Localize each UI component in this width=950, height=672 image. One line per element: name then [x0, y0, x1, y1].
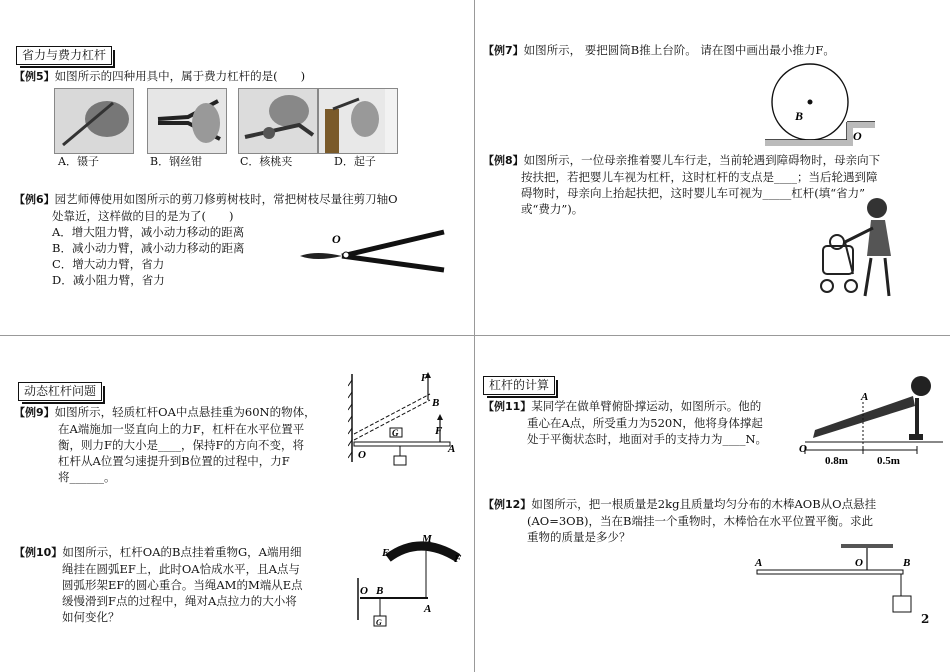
example-tag: 【例6】	[14, 193, 55, 206]
label-o: O	[358, 449, 366, 461]
question-line: 杠杆从A位置匀速提升到B位置的过程中，力F	[58, 454, 290, 468]
question-line: 重物的质量是多少？	[527, 530, 631, 544]
nutcracker-image	[238, 88, 318, 154]
example-11	[483, 398, 813, 447]
question-line: 如图所示，一位母亲推着婴儿车行走，当前轮遇到障碍物时，母亲向下	[523, 153, 881, 167]
question-line: 园艺师傅使用如图所示的剪刀修剪树枝时，常把树枝尽量往剪刀轴O	[54, 192, 398, 206]
option-c: C．核桃夹	[240, 155, 293, 168]
pivot-label: O	[332, 232, 341, 246]
option-a: A．镊子	[58, 155, 99, 168]
label-a: A	[755, 557, 763, 569]
slide-quadrant-bottom-right	[475, 336, 950, 672]
label-a: A	[424, 603, 432, 615]
section-title: 杠杆的计算	[483, 376, 555, 395]
section-title: 动态杠杆问题	[18, 382, 102, 401]
page-number: 2	[921, 612, 930, 626]
wire-pliers-image	[147, 88, 227, 154]
arc-lever-figure	[354, 532, 466, 632]
example-12	[483, 496, 943, 545]
slide-quadrant-top-left	[0, 0, 475, 336]
label-o: O	[855, 557, 863, 569]
question-line: 如何变化？	[62, 610, 120, 624]
option-c: C．增大动力臂，省力	[52, 257, 165, 271]
question-line: 如图所示，轻质杠杆OA中点悬挂重为60N的物体，	[54, 405, 316, 419]
example-tag: 【例7】	[483, 44, 524, 57]
example-5	[14, 68, 305, 85]
slide-quadrant-top-right	[475, 0, 950, 336]
label-o: O	[799, 443, 807, 455]
example-tag: 【例8】	[483, 154, 524, 167]
pushup-figure	[797, 372, 945, 468]
option-d: D．起子	[334, 155, 376, 168]
label-g: G	[392, 428, 399, 438]
scissors-figure	[296, 226, 446, 276]
question-line: 按扶把，若把婴儿车视为杠杆，这时杠杆的支点是____；当后轮遇到障	[521, 170, 878, 184]
example-tag: 【例12】	[483, 498, 532, 511]
example-tag: 【例11】	[483, 400, 532, 413]
label-g: G	[376, 618, 382, 627]
example-tag: 【例10】	[14, 546, 63, 559]
question-line: 或“费力”)。	[521, 202, 584, 216]
label-f: F	[454, 553, 462, 565]
example-tag: 【例5】	[14, 70, 55, 83]
question-line: 处靠近，这样做的目的是为了( )	[52, 209, 234, 223]
distance-label-1: 0.8m	[825, 455, 848, 467]
option-b: B．钢丝钳	[150, 155, 203, 168]
question-line: 处于平衡状态时，地面对手的支持力为____N。	[527, 432, 768, 446]
label-a: A	[861, 391, 869, 403]
question-line: 圆弧形架EF的圆心重合。当绳AM的M端从E点	[62, 578, 303, 592]
label-b: B	[376, 585, 384, 597]
label-a: A	[448, 443, 456, 455]
suspended-rod-figure	[753, 540, 923, 618]
label-b: B	[432, 397, 440, 409]
question-line: 绳挂在圆弧EF上，此时OA恰成水平，且A点与	[62, 562, 300, 576]
label-e: E	[382, 547, 390, 559]
question-text: 如图所示的四种用具中，属于费力杠杆的是( )	[54, 69, 306, 83]
mother-stroller-figure	[815, 192, 925, 300]
distance-label-2: 0.5m	[877, 455, 900, 467]
question-line: 如图所示，把一根质量是2kg且质量均匀分布的木棒AOB从O点悬挂	[531, 497, 877, 511]
question-line: 在A端施加一竖直向上的力F，杠杆在水平位置平	[58, 422, 305, 436]
option-a: A．增大阻力臂，减小动力移动的距离	[52, 225, 245, 239]
question-line: 缓慢滑到F点的过程中，绳对A点拉力的大小将	[62, 594, 297, 608]
question-line: 某同学在做单臂俯卧撑运动，如图所示。他的	[531, 399, 762, 413]
question-line: 重心在A点，所受重力为520N，他将身体撑起	[527, 416, 763, 430]
example-7	[483, 42, 835, 59]
label-f-top: F	[421, 373, 428, 384]
example-10	[14, 544, 354, 625]
question-line: (AO=3OB)，当在B端挂一个重物时，木棒恰在水平位置平衡。求此	[527, 514, 873, 528]
label-f: F	[435, 425, 443, 437]
label-o: O	[853, 129, 862, 143]
example-9	[14, 404, 354, 485]
label-b: B	[795, 109, 804, 123]
example-tag: 【例9】	[14, 406, 55, 419]
tweezers-image	[54, 88, 134, 154]
label-b: B	[903, 557, 911, 569]
question-text: 如图所示， 要把圆筒B推上台阶。 请在图中画出最小推力F。	[523, 43, 835, 57]
question-line: 将______。	[58, 470, 116, 484]
question-line: 如图所示，杠杆OA的B点挂着重物G，A端用细	[62, 545, 302, 559]
cylinder-step-figure	[765, 62, 875, 148]
slide-quadrant-bottom-left	[0, 336, 475, 672]
label-m: M	[422, 533, 432, 545]
bottle-opener-image	[318, 88, 398, 154]
option-d: D．减小阻力臂，省力	[52, 273, 165, 287]
question-line: 碍物时，母亲向上抬起扶把，这时婴儿车可视为_____杠杆(填“省力”	[521, 186, 865, 200]
lever-rotation-figure	[348, 370, 466, 466]
label-o: O	[360, 585, 368, 597]
section-title: 省力与费力杠杆	[16, 46, 112, 65]
option-b: B．减小动力臂，减小动力移动的距离	[52, 241, 245, 255]
question-line: 衡，则力F的大小是____，保持F的方向不变，将	[58, 438, 304, 452]
